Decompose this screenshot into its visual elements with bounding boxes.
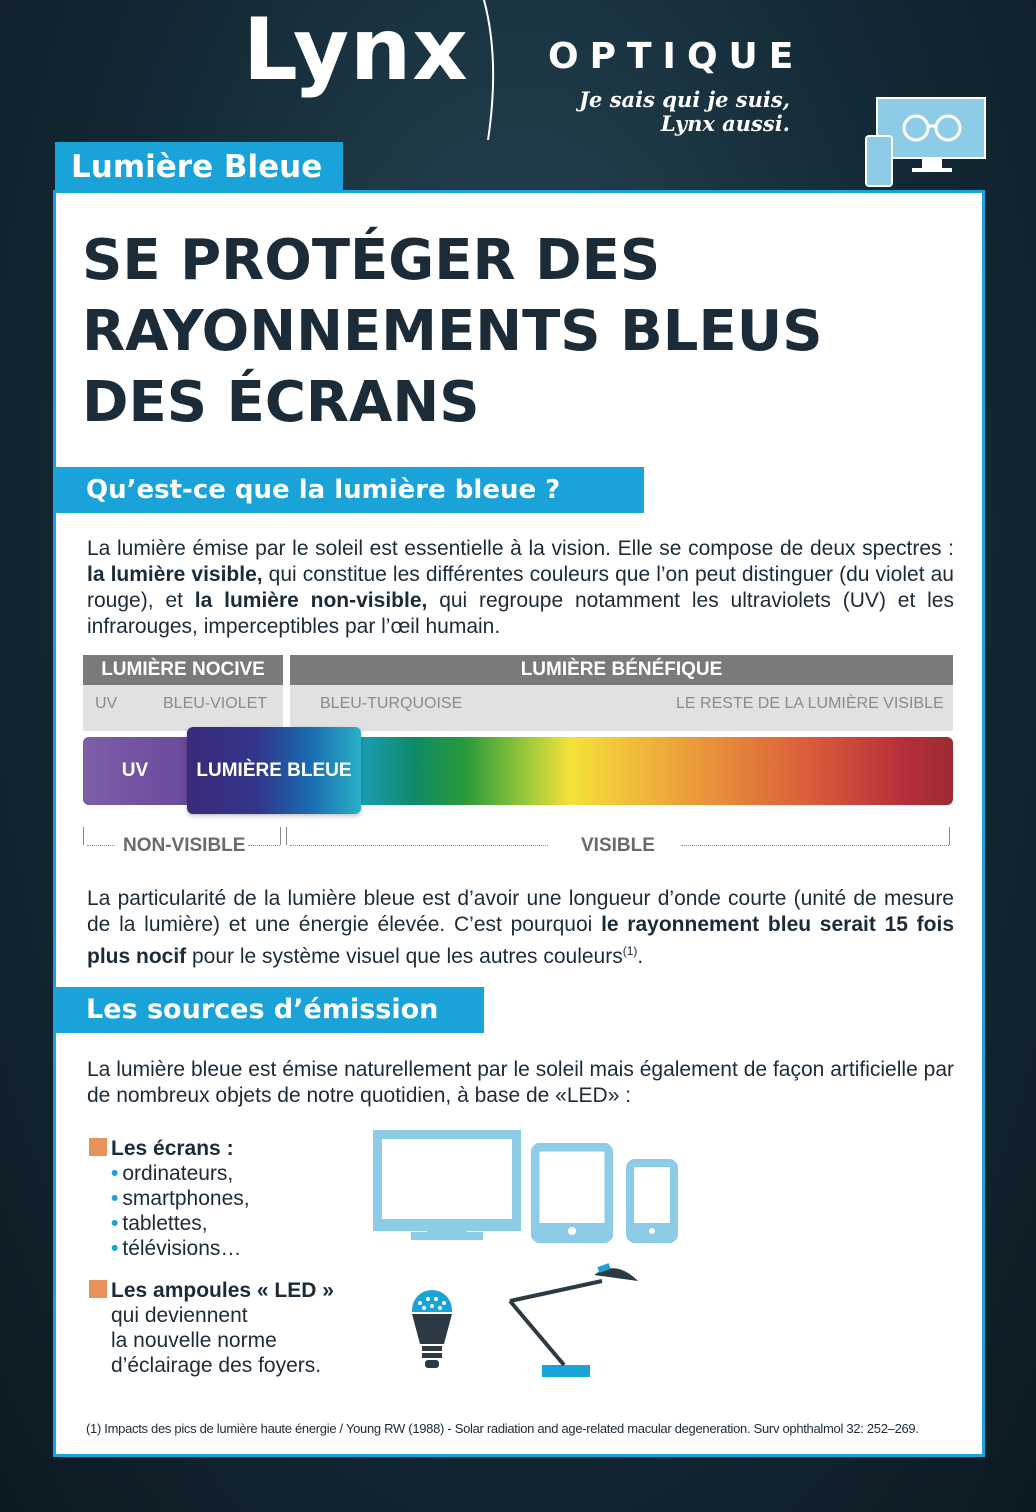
dotted-line bbox=[248, 845, 280, 846]
light-spectrum-diagram bbox=[83, 655, 953, 865]
spectrum-uv-segment: UV bbox=[83, 737, 187, 805]
harmful-light-band: LUMIÈRE NOCIVE bbox=[83, 655, 283, 685]
devices-header-icon bbox=[862, 96, 987, 188]
bulbs-text-line: qui deviennent bbox=[111, 1304, 248, 1327]
dotted-line bbox=[681, 845, 949, 846]
tick-start bbox=[83, 827, 84, 845]
bulbs-heading bbox=[89, 1278, 334, 1303]
logo-slash-icon bbox=[470, 0, 510, 140]
list-item-text: télévisions… bbox=[122, 1237, 242, 1260]
led-bulb-icon bbox=[408, 1286, 456, 1372]
dotted-line bbox=[87, 845, 115, 846]
spectrum-blue-light-segment: LUMIÈRE BLEUE bbox=[187, 727, 361, 814]
tagline-line-1: Je sais qui je suis, bbox=[579, 87, 790, 112]
monitor-icon bbox=[373, 1130, 521, 1242]
text-span: . bbox=[637, 945, 644, 968]
page-title bbox=[82, 225, 962, 438]
paragraph-intro bbox=[87, 536, 954, 640]
title-line-3: DES ÉCRANS bbox=[82, 370, 480, 435]
text-span: qui regroupe notamment les ultraviolets (UV) et les infrarouges, imperceptibles par l’œil humain. bbox=[87, 589, 954, 638]
sub-label-blue-violet: BLEU-VIOLET bbox=[163, 695, 268, 712]
section-heading-what: Qu’est-ce que la lumière bleue ? bbox=[56, 467, 644, 513]
paragraph-sources-intro: La lumière bleue est émise naturellement par le soleil mais également de façon artificielle par de nombreux objets de notre quotidien, à base de «LED» : bbox=[87, 1058, 954, 1107]
bold-visible-light: la lumière visible, bbox=[87, 563, 263, 586]
screens-list bbox=[89, 1136, 250, 1261]
text-span: qui constitue les différentes couleurs que l’on peut distinguer (du violet au rouge), et bbox=[87, 563, 954, 612]
tablet-icon bbox=[531, 1143, 613, 1243]
list-item: • ordinateurs, bbox=[111, 1162, 234, 1185]
sub-label-uv: UV bbox=[95, 695, 118, 712]
label-visible: VISIBLE bbox=[581, 835, 655, 856]
sub-label-blue-turquoise: BLEU-TURQUOISE bbox=[320, 695, 463, 712]
section-heading-sources: Les sources d’émission bbox=[56, 987, 484, 1033]
list-item: • smartphones, bbox=[111, 1187, 250, 1210]
list-item-text: smartphones, bbox=[122, 1187, 250, 1210]
tick-divider-right bbox=[286, 827, 287, 845]
bulbs-list bbox=[89, 1278, 334, 1378]
category-tag: Lumière Bleue bbox=[55, 142, 343, 192]
title-line-1: SE PROTÉGER DES bbox=[82, 228, 661, 293]
list-item: • télévisions… bbox=[111, 1237, 242, 1260]
text-span: pour le système visuel que les autres couleurs bbox=[186, 945, 623, 968]
screens-title: Les écrans : bbox=[111, 1137, 234, 1160]
phone-icon bbox=[626, 1159, 678, 1243]
logo-word: Lynx bbox=[243, 0, 469, 100]
logo-optique: OPTIQUE bbox=[548, 36, 805, 77]
list-item-text: ordinateurs, bbox=[122, 1162, 234, 1185]
orange-square-icon bbox=[89, 1280, 107, 1298]
footnote-ref: (1) bbox=[622, 944, 638, 958]
beneficial-light-band: LUMIÈRE BÉNÉFIQUE bbox=[290, 655, 953, 685]
footnote: (1) Impacts des pics de lumière haute énergie / Young RW (1988) - Solar radiation and age-related macular degeneration. Surv ophthalmol 32: 252–269. bbox=[86, 1421, 919, 1436]
sub-label-rest-visible: LE RESTE DE LA LUMIÈRE VISIBLE bbox=[676, 695, 944, 712]
text-span: La particularité de la lumière bleue est d’avoir une longueur d’onde courte (unité de mesure de la lumière) et une énergie élevée. C’est pourquoi bbox=[87, 887, 954, 936]
beneficial-sub-band bbox=[290, 685, 953, 731]
tagline bbox=[579, 88, 790, 136]
screens-heading bbox=[89, 1136, 250, 1161]
tagline-line-2: Lynx aussi. bbox=[660, 111, 790, 136]
paragraph-particularity bbox=[87, 886, 954, 970]
bulbs-text-line: d’éclairage des foyers. bbox=[111, 1354, 322, 1377]
text-span: La lumière émise par le soleil est essentielle à la vision. Elle se compose de deux spectres : bbox=[87, 537, 954, 560]
bulbs-title: Les ampoules « LED » bbox=[111, 1279, 334, 1302]
title-line-2: RAYONNEMENTS BLEUS bbox=[82, 299, 823, 364]
list-item-text: tablettes, bbox=[122, 1212, 208, 1235]
label-non-visible: NON-VISIBLE bbox=[123, 835, 246, 856]
dotted-line bbox=[290, 845, 548, 846]
bold-non-visible-light: la lumière non-visible, bbox=[194, 589, 428, 612]
bold-fifteen-times: le rayonnement bleu serait 15 fois plus nocif bbox=[87, 913, 955, 968]
list-item: • tablettes, bbox=[111, 1212, 208, 1235]
orange-square-icon bbox=[89, 1138, 107, 1156]
desk-lamp-icon bbox=[506, 1261, 646, 1379]
bulbs-text-line: la nouvelle norme bbox=[111, 1329, 277, 1352]
tick-divider-left bbox=[280, 827, 281, 845]
harmful-sub-band bbox=[83, 685, 283, 731]
tick-end bbox=[949, 827, 950, 845]
content-card bbox=[53, 190, 985, 1457]
